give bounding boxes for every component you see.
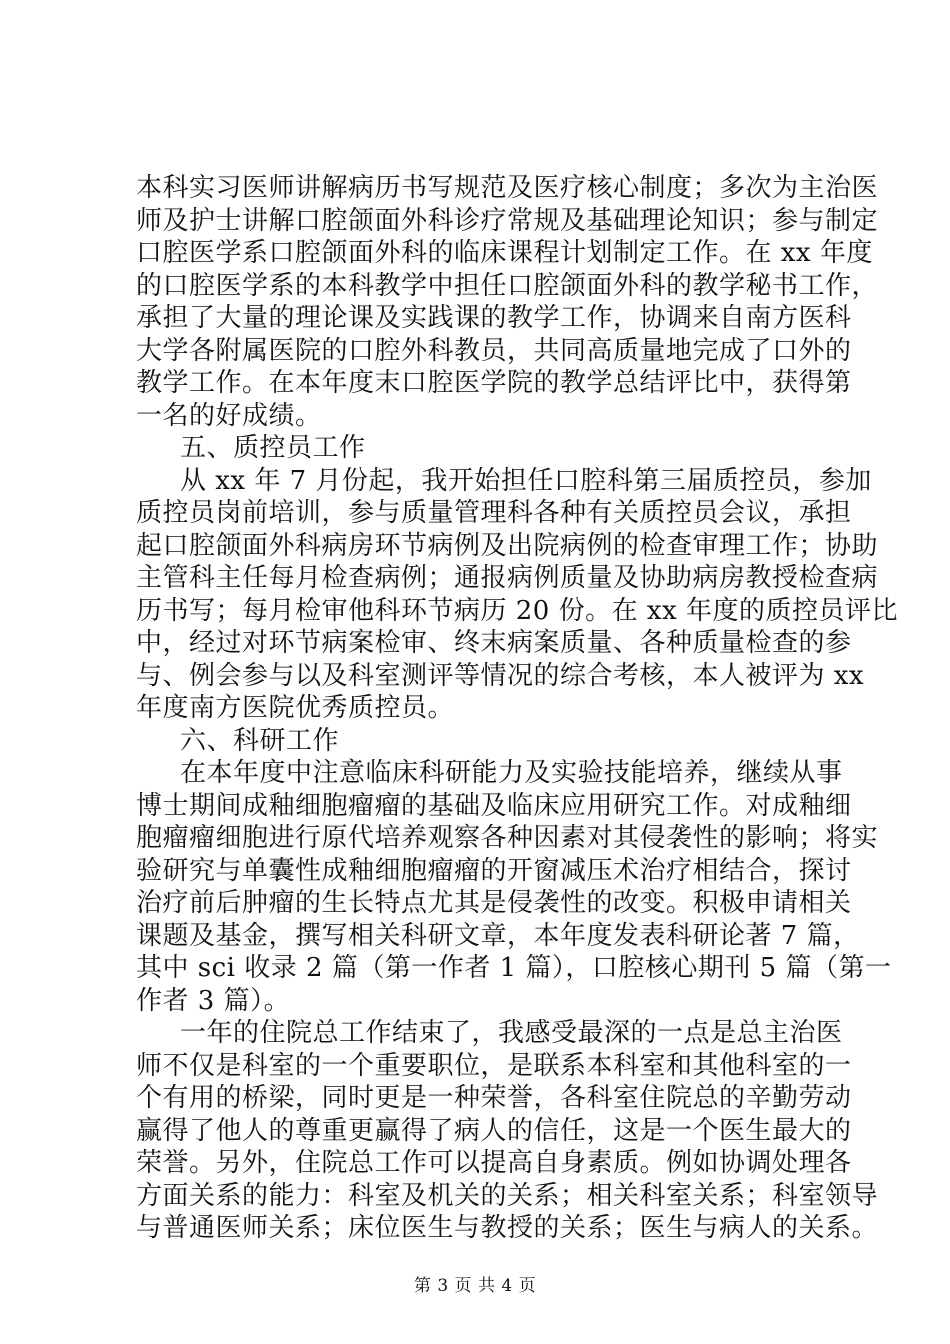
text-line: 一年的住院总工作结束了，我感受最深的一点是总主治医 <box>180 1018 843 1048</box>
text-line: 教学工作。在本年度末口腔医学院的教学总结评比中，获得第 <box>136 368 852 398</box>
text-line: 与、例会参与以及科室测评等情况的综合考核，本人被评为 xx <box>136 660 865 691</box>
text-line: 与普通医师关系；床位医生与教授的关系；医生与病人的关系。 <box>136 1213 879 1243</box>
text-line: 博士期间成釉细胞瘤瘤的基础及临床应用研究工作。对成釉细 <box>136 790 852 821</box>
text-line: 的口腔医学系的本科教学中担任口腔颌面外科的教学秘书工作， <box>136 270 879 301</box>
text-line: 治疗前后肿瘤的生长特点尤其是侵袭性的改变。积极申请相关 <box>136 888 852 918</box>
text-line: 质控员岗前培训，参与质量管理科各种有关质控员会议，承担 <box>136 498 852 528</box>
section-heading: 六、科研工作 <box>180 725 340 756</box>
text-line: 本科实习医师讲解病历书写规范及医疗核心制度；多次为主治医 <box>136 173 879 203</box>
text-line: 师不仅是科室的一个重要职位，是联系本科室和其他科室的一 <box>136 1050 852 1081</box>
text-line: 验研究与单囊性成釉细胞瘤瘤的开窗减压术治疗相结合，探讨 <box>136 855 852 886</box>
text-line: 其中 sci 收录 2 篇（第一作者 1 篇），口腔核心期刊 5 篇（第一 <box>136 953 892 983</box>
text-line: 作者 3 篇）。 <box>136 985 291 1016</box>
section-heading: 五、质控员工作 <box>180 433 366 463</box>
text-line: 个有用的桥梁，同时更是一种荣誉，各科室住院总的辛勤劳动 <box>136 1083 852 1113</box>
text-line: 在本年度中注意临床科研能力及实验技能培养，继续从事 <box>180 758 843 788</box>
text-line: 承担了大量的理论课及实践课的教学工作，协调来自南方医科 <box>136 303 852 333</box>
text-line: 主管科主任每月检查病例；通报病例质量及协助病房教授检查病 <box>136 563 879 593</box>
text-line: 一名的好成绩。 <box>136 400 322 431</box>
document-body <box>136 172 898 1245</box>
text-line: 从 xx 年 7 月份起，我开始担任口腔科第三届质控员，参加 <box>180 465 872 496</box>
text-line: 荣誉。另外，住院总工作可以提高自身素质。例如协调处理各 <box>136 1148 852 1178</box>
text-line: 起口腔颌面外科病房环节病例及出院病例的检查审理工作；协助 <box>136 530 879 561</box>
text-line: 历书写；每月检审他科环节病历 20 份。在 xx 年度的质控员评比 <box>136 595 898 626</box>
text-line: 口腔医学系口腔颌面外科的临床课程计划制定工作。在 xx 年度 <box>136 238 873 268</box>
text-line: 胞瘤瘤细胞进行原代培养观察各种因素对其侵袭性的影响；将实 <box>136 823 879 853</box>
text-line: 师及护士讲解口腔颌面外科诊疗常规及基础理论知识；参与制定 <box>136 205 879 236</box>
text-line: 课题及基金，撰写相关科研文章，本年度发表科研论著 7 篇， <box>136 920 860 951</box>
text-line: 中，经过对环节病案检审、终末病案质量、各种质量检查的参 <box>136 628 852 658</box>
text-line: 赢得了他人的尊重更赢得了病人的信任，这是一个医生最大的 <box>136 1115 852 1146</box>
text-line: 方面关系的能力：科室及机关的关系；相关科室关系；科室领导 <box>136 1180 879 1211</box>
text-line: 大学各附属医院的口腔外科教员，共同高质量地完成了口外的 <box>136 335 852 366</box>
page-number-footer: 第 3 页 共 4 页 <box>413 1276 537 1296</box>
text-line: 年度南方医院优秀质控员。 <box>136 693 455 723</box>
